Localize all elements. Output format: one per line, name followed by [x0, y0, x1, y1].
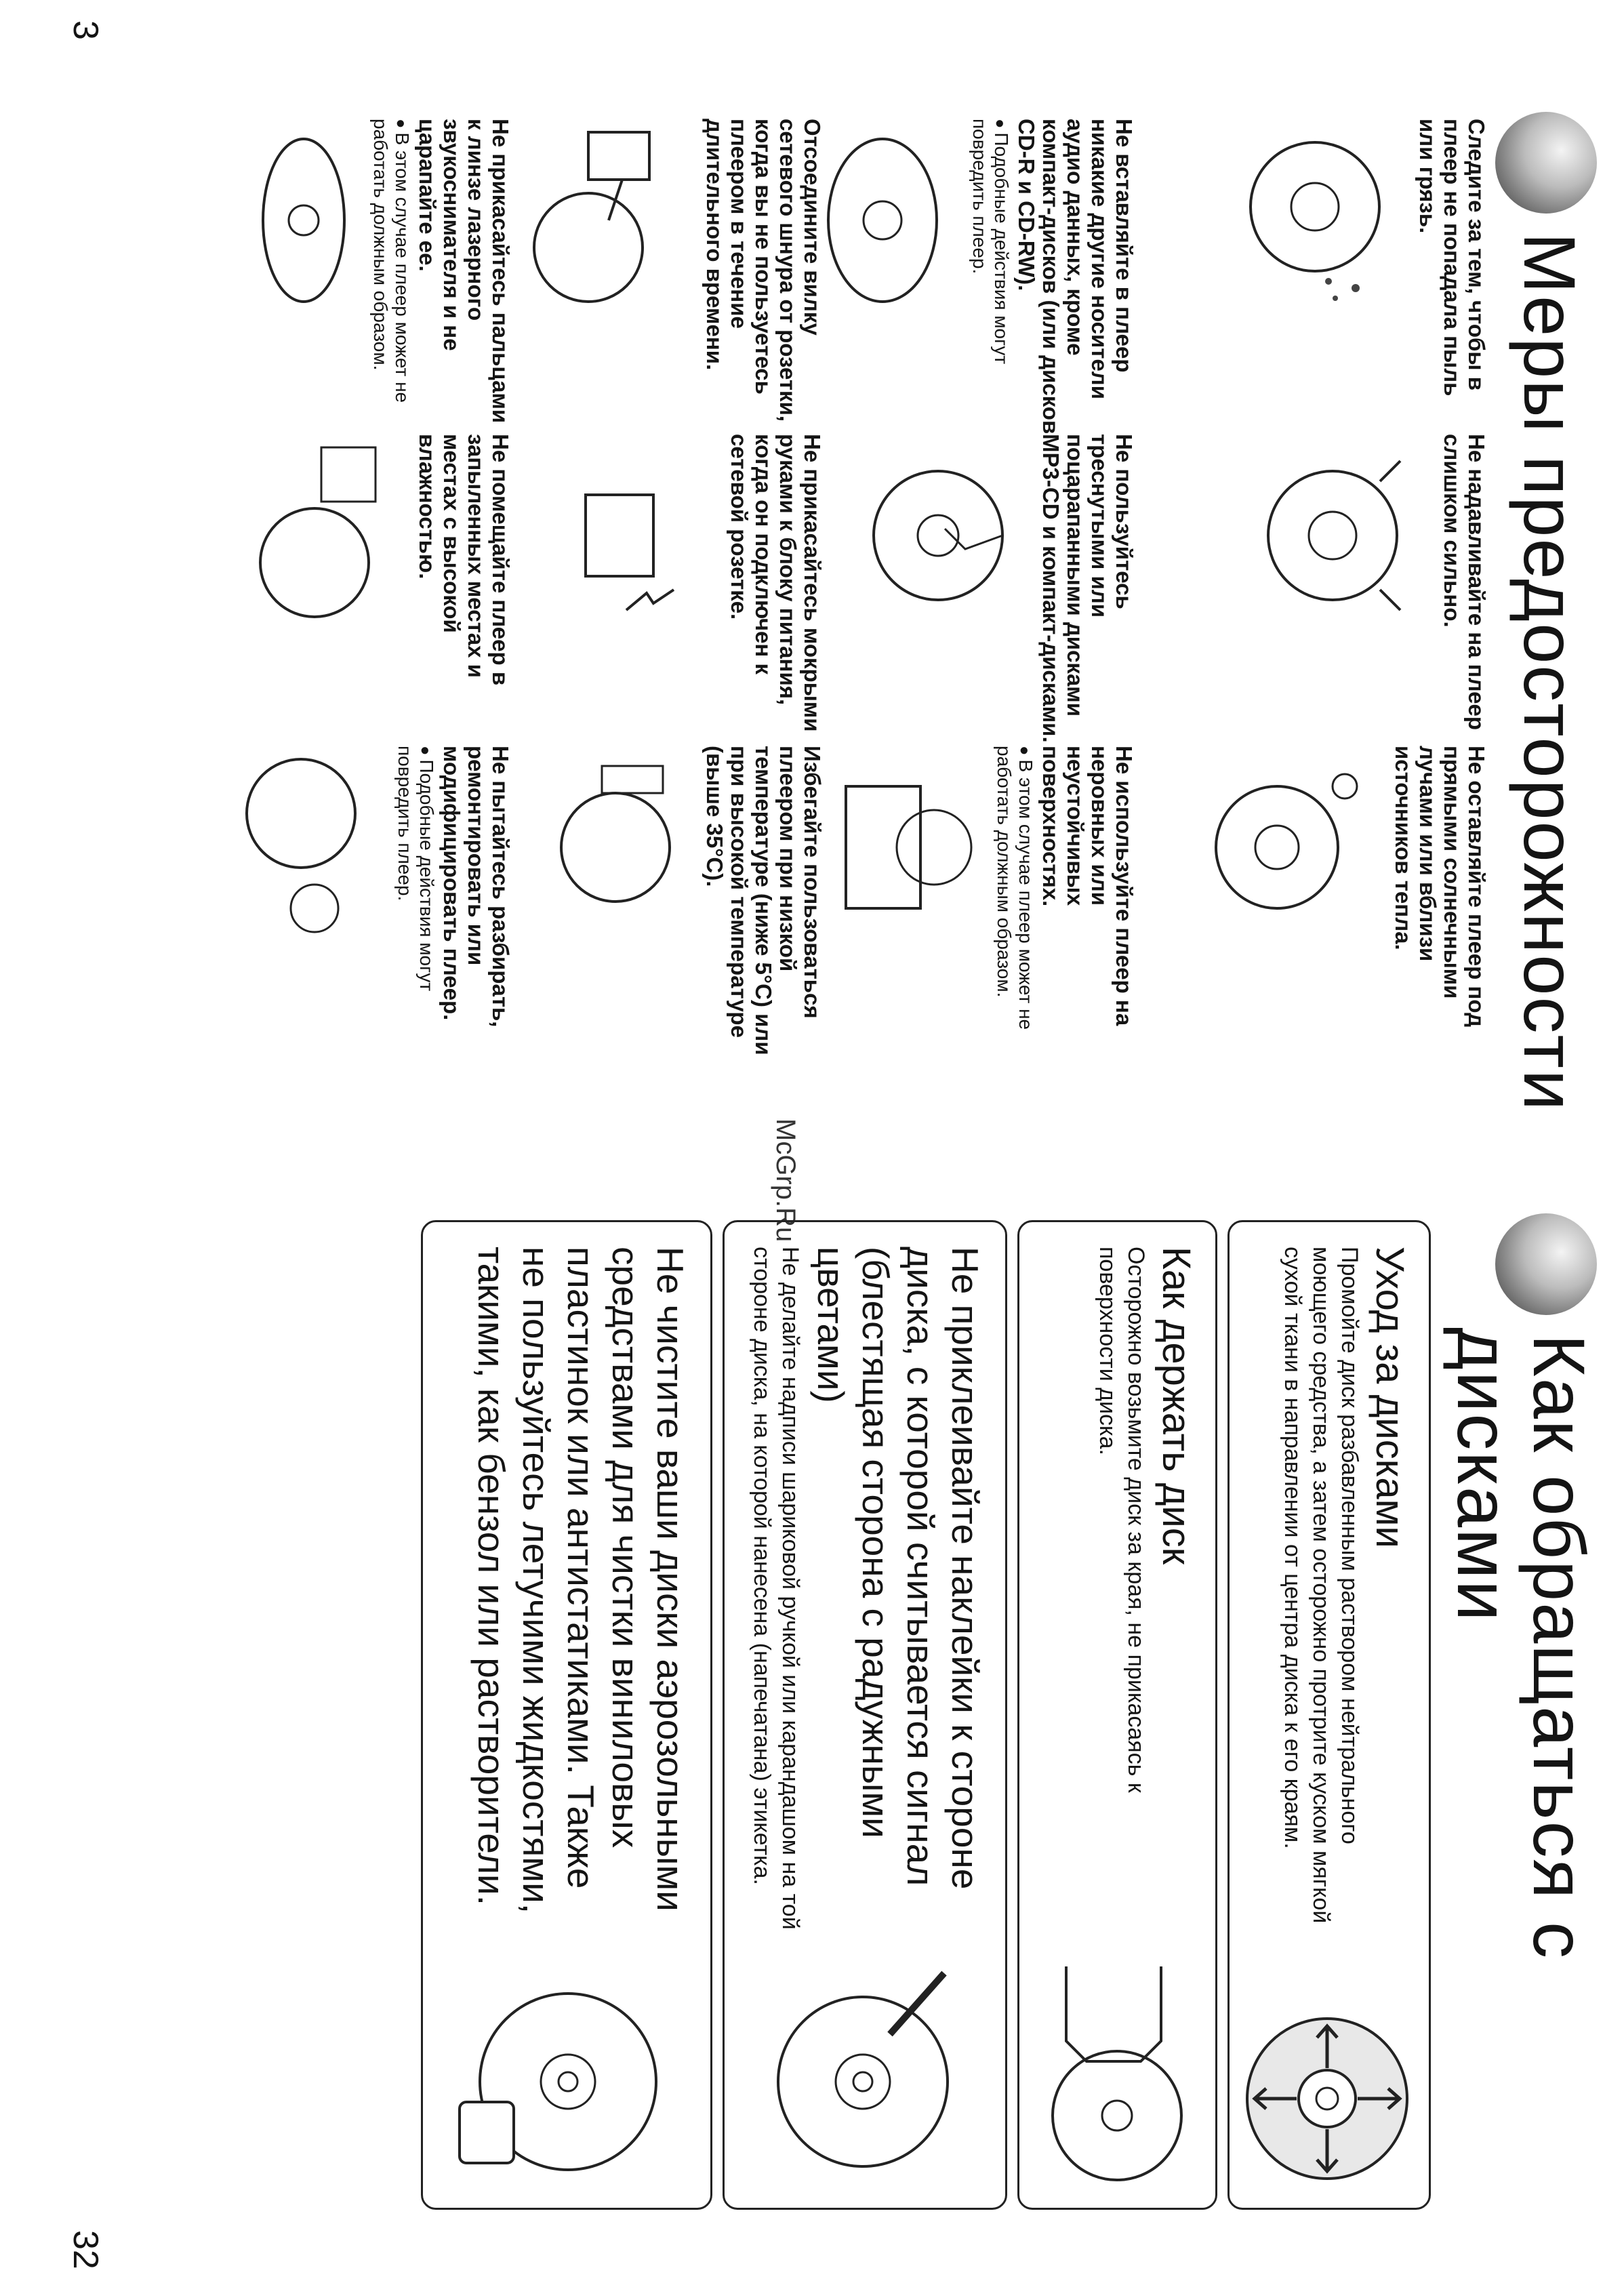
bullet-icon: ● — [991, 119, 1009, 129]
page-number-left: 3 — [66, 20, 105, 40]
precaution-item-pressure: Не надавливайте на плеер слишком сильно. — [1258, 434, 1488, 746]
finger-lens-illustration — [256, 119, 358, 322]
disc-care-text: Промойте диск разбавленным раствором нейтрального моющего средства, а затем осторожно протрите куском мягкой сухой ткани в направлении от центра диска к его краям. — [1280, 1247, 1362, 1924]
disc-cleaning-text: Не чистите ваши диски аэрозольными средствами для чистки виниловых пластинок или антистатиками. Также не пользуйтесь летучими жидкостями, такими, как бензол или растворители. — [470, 1247, 691, 1914]
precaution-item-unplug: Отсоедините вилку сетевого шнура от розетки, когда вы не пользуетесь плеером в течение длительного времени. — [521, 119, 824, 437]
disc-cleaning-box — [421, 1220, 712, 2210]
dusty-player-illustration — [1234, 119, 1403, 322]
page-number-right: 32 — [66, 2230, 105, 2269]
temperature-illustration — [541, 746, 690, 949]
precaution-item-media: Не вставляйте в плеер никакие другие носители аудио данных, кроме компакт-дисков (или дисков CD-R и CD-RW). ●Подобные действия могут повредить плеер. — [821, 119, 1136, 437]
disc-care-box — [1227, 1220, 1431, 2210]
disc-hold-text: Осторожно возьмите диск за края, не прикасаясь к поверхности диска. — [1095, 1247, 1149, 1793]
repair-attempt-illustration — [226, 746, 382, 949]
disc-wipe-direction-icon — [1242, 2014, 1412, 2183]
precaution-item-unstable: Не используйте плеер на неровных или неустойчивых поверхностях. ●В этом случае плеер может не работать должным образом. — [832, 746, 1136, 1064]
precaution-item-dust: Следите за тем, чтобы в плеер не попадала пыль или грязь. — [1234, 119, 1488, 437]
sphere-bullet-icon — [1495, 112, 1597, 214]
disc-care-title: Уход за дисками — [1368, 1247, 1412, 1548]
bullet-icon: ● — [416, 746, 434, 756]
unstable-surface-illustration — [832, 746, 981, 949]
sun-heat-illustration — [1209, 746, 1379, 949]
bullet-icon: ● — [1015, 746, 1034, 756]
pen-on-disc-illustration — [768, 1960, 971, 2183]
disc-labels-title: Не приклеивайте наклейки к стороне диска, с которой считывается сигнал (блестящая сторона с радужными цветами) — [810, 1247, 986, 1890]
precaution-item-disassemble: Не пытайтесь разбирать, ремонтировать или модифицировать плеер. ●Подобные действия могут повредить плеер. — [226, 746, 512, 1064]
precautions-heading — [1495, 112, 1597, 1112]
precaution-item-humidity: Не помещайте плеер в запыленных местах и местах с высокой влажностью. — [247, 434, 512, 746]
watermark: McGrp.Ru — [771, 1118, 800, 1242]
precaution-item-temperature: Избегайте пользоваться плеером при низкой температуре (ниже 5°С) или при высокой температуре (выше 35°С). — [541, 746, 824, 1064]
hand-holding-disc-illustration — [1032, 1960, 1202, 2183]
precaution-item-cracked: Не пользуйтесь треснутыми или поцарапанными дисками MP3-CD и компакт-дисками. — [857, 434, 1136, 746]
wet-hands-adapter-illustration — [545, 434, 714, 637]
plug-socket-illustration — [521, 119, 690, 322]
sphere-bullet-icon — [1495, 1213, 1597, 1315]
pressed-player-illustration — [1258, 434, 1427, 637]
precaution-item-wet-hands: Не прикасайтесь мокрыми руками к блоку питания, когда он подключен к сетевой розетке. — [545, 434, 824, 746]
cracked-disc-illustration — [857, 434, 1026, 637]
spray-on-disc-illustration — [453, 1960, 670, 2183]
precautions-title: Меры предосторожности — [1509, 233, 1591, 1112]
disc-labels-box — [723, 1220, 1007, 2210]
discs-title: Как обращаться с дисками — [1442, 1327, 1600, 1960]
disc-hold-box — [1017, 1220, 1217, 2210]
disc-labels-text: Не делайте надписи шариковой ручкой или карандашом на той стороне диска, на которой нанесена (напечатана) этикетка. — [749, 1247, 803, 1930]
open-player-illustration — [821, 119, 957, 322]
discs-heading — [1442, 1213, 1600, 1960]
bullet-icon: ● — [392, 119, 410, 129]
disc-hold-title: Как держать диск — [1154, 1247, 1198, 1565]
dusty-humid-illustration — [247, 434, 403, 637]
precaution-item-laser-lens: Не прикасайтесь пальцами к линзе лазерного звукоснимателя и не царапайте ее. ●В этом случае плеер может не работать должным образом. — [256, 119, 512, 437]
precaution-item-sunlight: Не оставляйте плеер под прямыми солнечными лучами или вблизи источников тепла. — [1209, 746, 1488, 1064]
